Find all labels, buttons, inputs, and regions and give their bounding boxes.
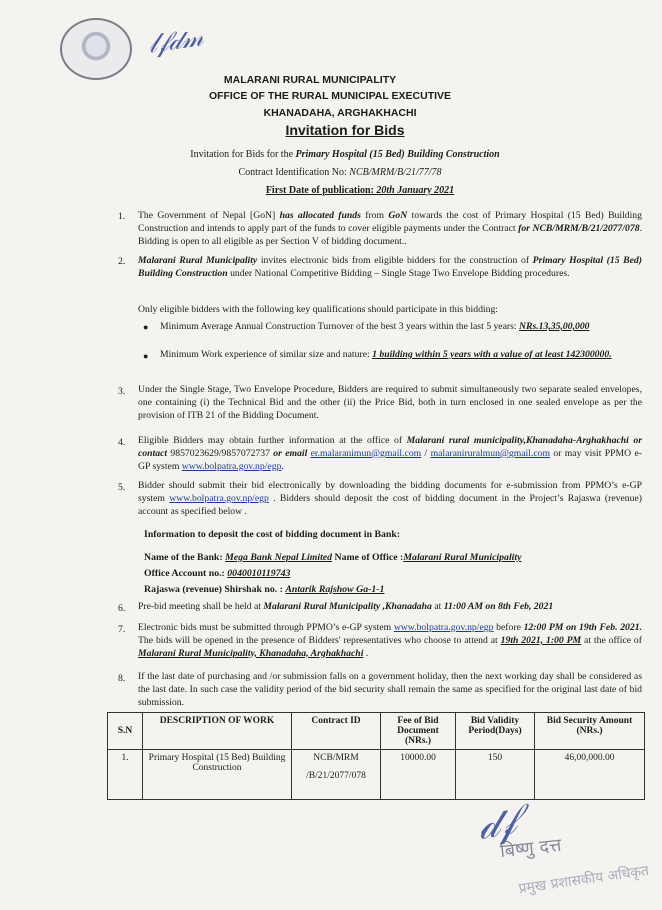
cell-validity: 150 <box>456 750 535 800</box>
cell-description: Primary Hospital (15 Bed) Building Construction <box>143 750 292 800</box>
cell-contract-id: NCB/MRM /B/21/2077/078 <box>292 750 381 800</box>
contract-line: Contract Identification No: NCB/MRM/B/21/77/78 <box>238 167 442 178</box>
bank-name-line: Name of the Bank: Mega Bank Nepal Limited Name of Office :Malarani Rural Municipality <box>144 552 522 563</box>
officer-stamp-title: प्रमुख प्रशासकीय अधिकृत <box>517 862 650 898</box>
municipality-seal <box>60 18 132 80</box>
cell-security: 46,00,000.00 <box>535 750 645 800</box>
page-title: Invitation for Bids <box>285 122 405 138</box>
item-4-number: 4. <box>118 437 126 448</box>
item-5-number: 5. <box>118 482 126 493</box>
item-5-text: Bidder should submit their bid electronically by downloading the bidding documents for e-submission from PPMO’s e-GP system www.bolpatra.gov.np/egp . Bidders should deposit the cost of bidding document in the Project’s Rajaswa (revenue) account as specified below . <box>138 480 642 517</box>
item-6-text: Pre-bid meeting shall be held at Malarani Rural Municipality ,Khanadaha at 11:00 AM on 8th Feb, 2021 <box>138 601 554 612</box>
item-8-text: If the last date of purchasing and /or submission falls on a government holiday, then the next working day shall be considered as the last date. In such case the validity period of the bid security shall remain the same as specified for the original last date of bid submission. <box>138 671 642 708</box>
ifb-line: Invitation for Bids for the Primary Hospital (15 Bed) Building Construction <box>190 149 500 160</box>
col-header: Bid Validity Period(Days) <box>456 713 535 750</box>
item-3-text: Under the Single Stage, Two Envelope Procedure, Bidders are required to submit simultaneously two separate sealed envelopes, one containing (i) the Technical Bid and the other (ii) the Price Bid, both in turn enclosed in one sealed envelope as per the provision of ITB 21 of the Bidding Document. <box>138 384 642 421</box>
col-header: Bid Security Amount (NRs.) <box>535 713 645 750</box>
cell-fee: 10000.00 <box>381 750 456 800</box>
signature-top: 𝓁𝒻𝒹𝓂 <box>146 22 206 60</box>
bullet-2-marker: ● <box>143 351 149 361</box>
cell-sn: 1. <box>108 750 143 800</box>
signature-bottom: 𝒹𝒻 <box>474 797 520 849</box>
bid-table <box>107 712 645 800</box>
item-3-number: 3. <box>118 386 126 397</box>
publication-line: First Date of publication: 20th January 2021 <box>265 185 455 196</box>
item-2-number: 2. <box>118 256 126 267</box>
qualification-intro: Only eligible bidders with the following key qualifications should participate in this bidding: <box>138 304 498 315</box>
egp-link[interactable]: www.bolpatra.gov.np/egp <box>169 492 269 504</box>
email-link-2[interactable]: malaraniruralmun@gmail.com <box>430 447 551 459</box>
col-header: S.N <box>108 713 143 750</box>
bullet-2-text: Minimum Work experience of similar size and nature: 1 building within 5 years with a value of at least 142300000. <box>160 349 612 360</box>
bullet-1-marker: ● <box>143 322 149 332</box>
municipality-name: MALARANI RURAL MUNICIPALITY <box>223 74 397 86</box>
item-7-text: Electronic bids must be submitted through PPMO’s e-GP system www.bolpatra.gov.np/egp before 12:00 PM on 19th Feb. 2021. The bids will be opened in the presence of Bidders' representatives who choose to attend at 19th 2021, 1:00 PM at the office of Malarani Rural Municipality, Khanadaha, Arghakhachi . <box>138 622 643 659</box>
item-4-text: Eligible Bidders may obtain further information at the office of Malarani rural municipality,Khanadaha-Arghakhachi or contact 9857023629/9857072737 or email er.malaranimun@gmail.com / malaraniruralmun@gmail.com or may visit PPMO e-GP system www.bolpatra.gov.np/egp. <box>138 435 642 472</box>
item-1-text: The Government of Nepal [GoN] has allocated funds from GoN towards the cost of Primary Hospital (15 Bed) Building Construction and intends to apply part of the funds to cover eligible payments under the Contract for NCB/MRM/B/21/2077/078. Bidding is open to all eligible as per Section V of bidding document.. <box>138 210 642 247</box>
egp-link[interactable]: www.bolpatra.gov.np/egp <box>393 622 494 633</box>
bank-account-line: Office Account no.: 0040010119743 <box>144 568 291 579</box>
table-header-row <box>108 713 645 750</box>
item-7-number: 7. <box>118 624 126 635</box>
item-2-text: Malarani Rural Municipality invites electronic bids from eligible bidders for the construction of Primary Hospital (15 Bed) Building Construction under National Competitive Bidding – Single Stage Two Envelope Bidding procedures. <box>138 255 643 279</box>
officer-stamp: बिष्णु दत्त <box>499 834 563 863</box>
email-link-1[interactable]: er.malaranimun@gmail.com <box>310 447 422 459</box>
bank-shirshak-line: Rajaswa (revenue) Shirshak no. : Antarik Rajshow Ga-1-1 <box>144 584 385 595</box>
item-6-number: 6. <box>118 603 126 614</box>
bank-info-heading: Information to deposit the cost of bidding document in Bank: <box>144 529 401 540</box>
location: KHANADAHA, ARGHAKHACHI <box>263 107 417 119</box>
bullet-1-text: Minimum Average Annual Construction Turnover of the best 3 years within the last 5 years: NRs.13,35,00,000 <box>160 321 590 332</box>
table-row <box>108 750 645 800</box>
office-name: OFFICE OF THE RURAL MUNICIPAL EXECUTIVE <box>208 90 452 102</box>
col-header: Contract ID <box>292 713 381 750</box>
item-8-number: 8. <box>118 673 126 684</box>
col-header: Fee of Bid Document (NRs.) <box>381 713 456 750</box>
item-1-number: 1. <box>118 211 126 222</box>
col-header: DESCRIPTION OF WORK <box>143 713 292 750</box>
egp-link[interactable]: www.bolpatra.gov.np/egp <box>181 460 282 472</box>
